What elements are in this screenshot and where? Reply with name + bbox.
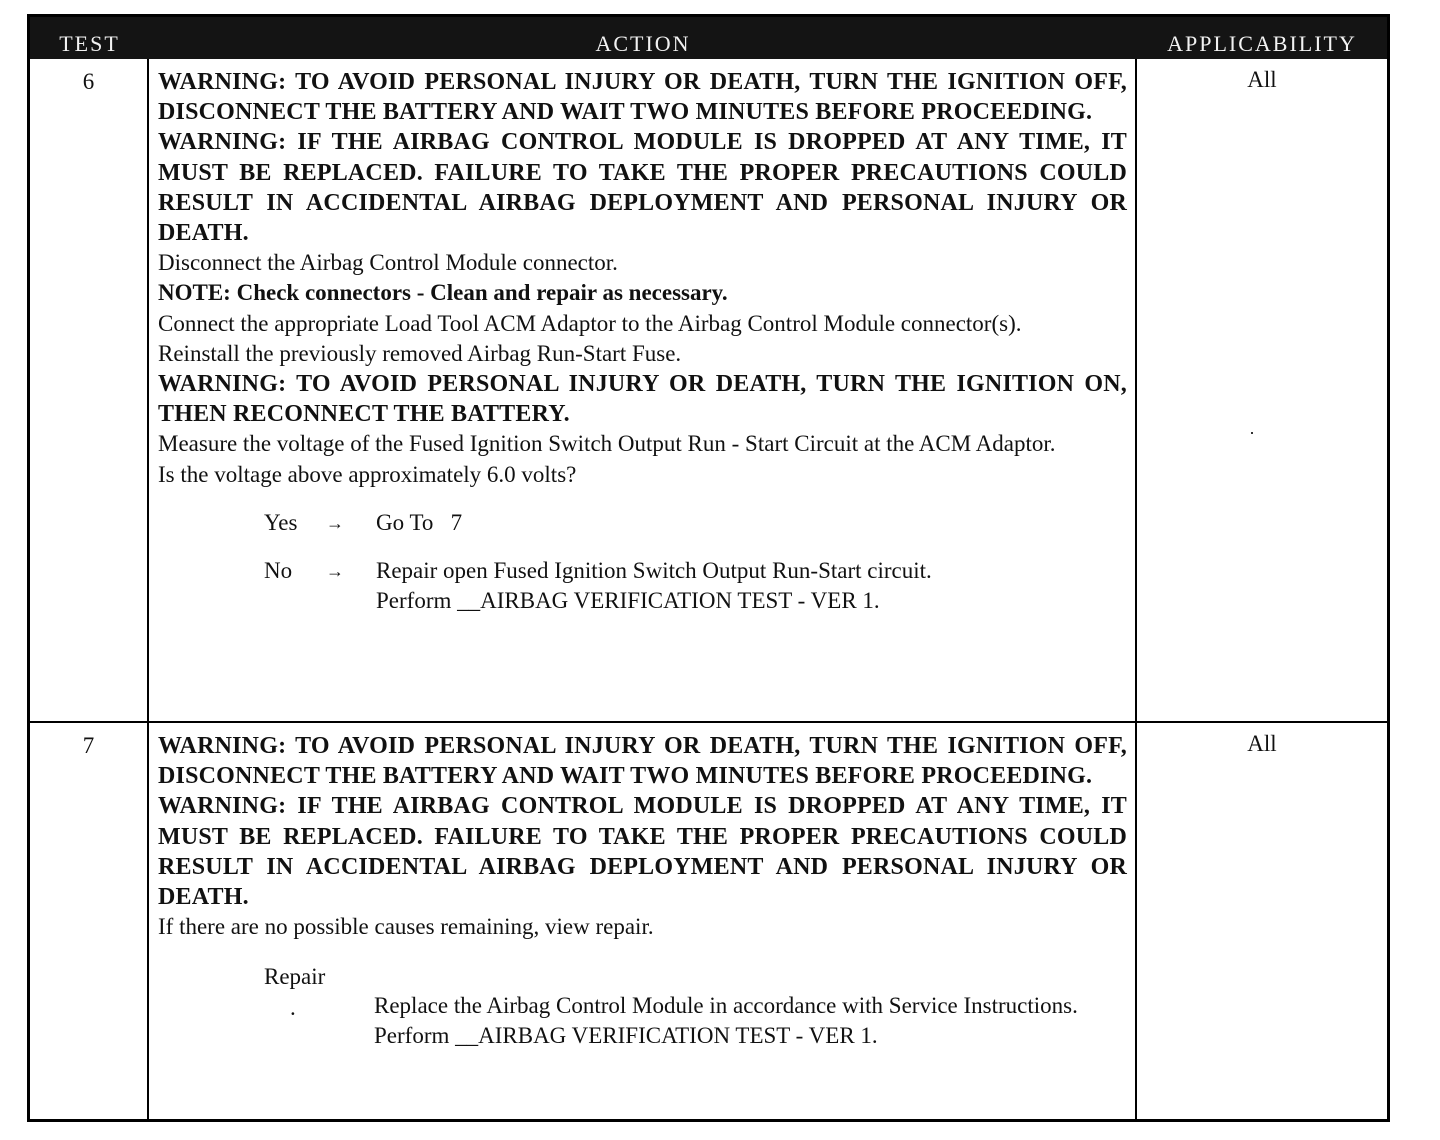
header-action: ACTION (149, 17, 1137, 59)
outcome-yes-result: Go To 7 (376, 509, 463, 535)
outcome-yes-label: Yes (264, 509, 298, 535)
header-applicability: APPLICABILITY (1137, 17, 1387, 59)
repair-label: Repair (264, 964, 326, 990)
action-cell-6 (149, 59, 1137, 723)
applicability-6: All (1137, 59, 1387, 723)
outcome-no-result (376, 556, 1127, 616)
repair-lines (374, 991, 1127, 1051)
step-measure-voltage: Measure the voltage of the Fused Ignition Switch Output Run - Start Circuit at the ACM Adaptor. (158, 431, 1056, 457)
outcome-yes-arrow-icon: → (326, 512, 344, 533)
warning-ignition-off: WARNING: TO AVOID PERSONAL INJURY OR DEATH, TURN THE IGNITION OFF, DISCONNECT THE BATTERY AND WAIT TWO MINUTES BEFORE PROCEEDING. (158, 733, 1127, 790)
warning-module-dropped: WARNING: IF THE AIRBAG CONTROL MODULE IS DROPPED AT ANY TIME, IT MUST BE REPLACED. FAILURE TO TAKE THE PROPER PRECAUTIONS COULD RESULT IN ACCIDENTAL AIRBAG DEPLOYMENT AND PERSONAL INJURY OR DEATH. (158, 793, 1127, 911)
repair-line-replace: Replace the Airbag Control Module in accordance with Service Instructions. (374, 992, 1078, 1018)
repair-line-perform: Perform __AIRBAG VERIFICATION TEST - VER 1. (374, 1022, 878, 1048)
question-voltage: Is the voltage above approximately 6.0 volts? (158, 461, 577, 487)
test-number-6: 6 (30, 59, 149, 723)
repair-bullet-mark: . (290, 994, 296, 1020)
outcome-no-arrow-icon: → (326, 561, 344, 582)
outcome-no-result-line2: Perform __AIRBAG VERIFICATION TEST - VER 1. (376, 588, 880, 614)
header-test: TEST (30, 17, 149, 59)
step-reinstall-fuse: Reinstall the previously removed Airbag Run-Start Fuse. (158, 340, 682, 366)
test-number-7: 7 (30, 723, 149, 1119)
outcome-no-result-line1: Repair open Fused Ignition Switch Output Run-Start circuit. (376, 558, 932, 584)
warning-module-dropped: WARNING: IF THE AIRBAG CONTROL MODULE IS DROPPED AT ANY TIME, IT MUST BE REPLACED. FAILURE TO TAKE THE PROPER PRECAUTIONS COULD RESULT IN ACCIDENTAL AIRBAG DEPLOYMENT AND PERSONAL INJURY OR DEATH. (158, 129, 1127, 247)
repair-block (264, 962, 1127, 1051)
scan-speck (1251, 432, 1253, 434)
warning-ignition-off: WARNING: TO AVOID PERSONAL INJURY OR DEATH, TURN THE IGNITION OFF, DISCONNECT THE BATTERY AND WAIT TWO MINUTES BEFORE PROCEEDING. (158, 69, 1127, 126)
repair-body (290, 991, 1127, 1051)
note-check-connectors: NOTE: Check connectors - Clean and repair as necessary. (158, 280, 728, 306)
diagnostic-test-table (27, 14, 1390, 1122)
action-cell-7 (149, 723, 1137, 1119)
step-connect-adaptor: Connect the appropriate Load Tool ACM Adaptor to the Airbag Control Module connector(s). (158, 310, 1022, 336)
step-disconnect-connector: Disconnect the Airbag Control Module connector. (158, 250, 618, 276)
step-view-repair: If there are no possible causes remaining, view repair. (158, 914, 654, 940)
applicability-7: All (1247, 731, 1277, 756)
outcome-list (264, 508, 1127, 616)
warning-ignition-on: WARNING: TO AVOID PERSONAL INJURY OR DEATH, TURN THE IGNITION ON, THEN RECONNECT THE BATTERY. (158, 371, 1127, 428)
outcome-no-label: No (264, 558, 293, 584)
